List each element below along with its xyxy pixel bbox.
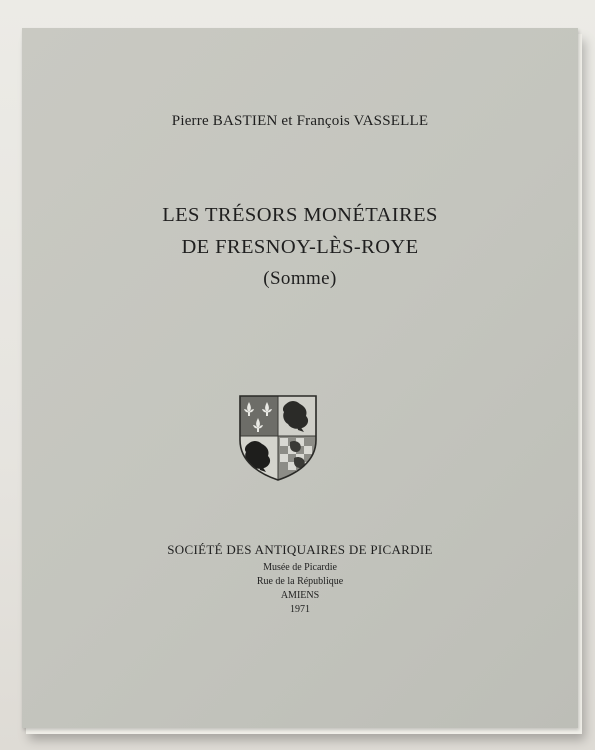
publication-year: 1971	[290, 604, 310, 615]
publisher-name: SOCIÉTÉ DES ANTIQUAIRES DE PICARDIE	[167, 542, 433, 557]
publisher-address-museum: Musée de Picardie	[263, 562, 337, 573]
publisher-address-city: AMIENS	[280, 590, 320, 601]
title-line-3: (Somme)	[263, 268, 337, 289]
authors-line: Pierre BASTIEN et François VASSELLE	[171, 113, 429, 129]
coat-of-arms-icon	[238, 394, 318, 482]
publisher-address-street: Rue de la République	[256, 576, 344, 587]
book-cover	[22, 28, 578, 728]
title-line-2: DE FRESNOY-LÈS-ROYE	[181, 236, 419, 258]
title-line-1: LES TRÉSORS MONÉTAIRES	[162, 204, 438, 226]
